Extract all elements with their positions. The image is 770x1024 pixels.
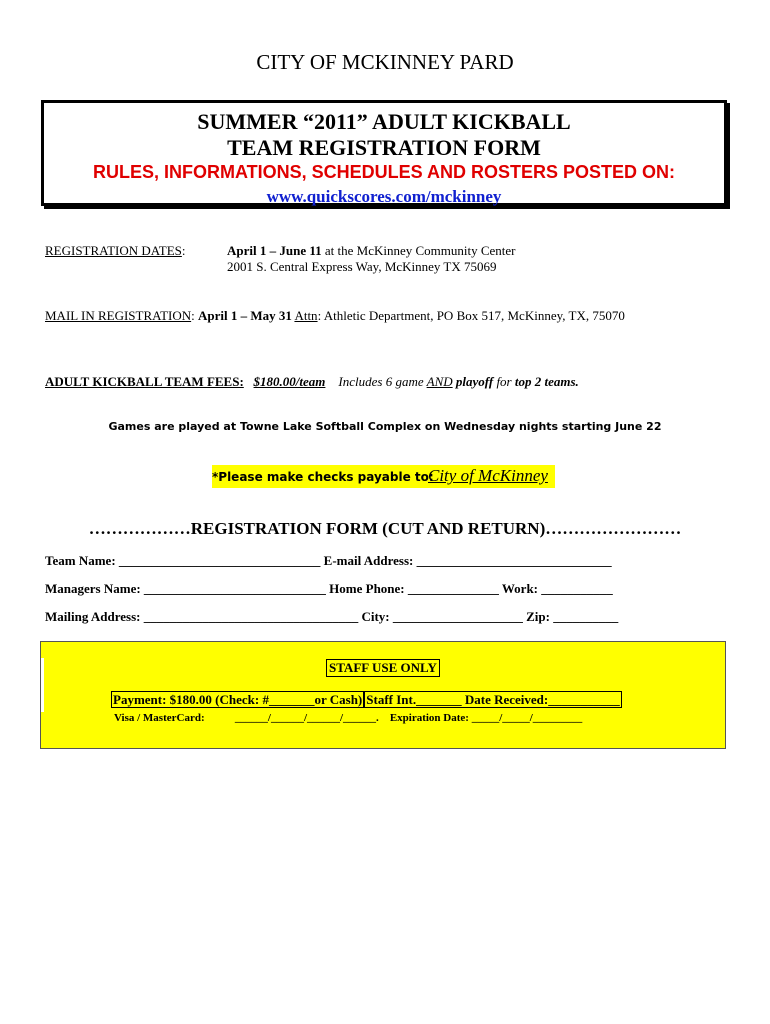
card-label: Visa / MasterCard:	[114, 712, 205, 724]
registration-label-colon: :	[181, 243, 186, 258]
staff-use-box	[40, 641, 726, 749]
payment-line	[111, 692, 622, 708]
registration-dates-value	[227, 243, 516, 259]
registration-form-title: ………………REGISTRATION FORM (CUT AND RETURN)……………………	[88, 519, 682, 538]
card-line	[114, 712, 582, 724]
fees-top-teams: top 2 teams.	[514, 374, 579, 389]
rules-notice: RULES, INFORMATIONS, SCHEDULES AND ROSTERS POSTED ON:	[92, 162, 676, 182]
mailing-address-line[interactable]: Mailing Address: _________________________________ City: ____________________ Zip: __________	[45, 609, 619, 624]
games-note: Games are played at Towne Lake Softball Complex on Wednesday nights starting June 22	[108, 420, 662, 433]
form-title-line2: TEAM REGISTRATION FORM	[227, 135, 541, 160]
fees-and: AND	[426, 374, 453, 389]
registration-address: 2001 S. Central Express Way, McKinney TX 75069	[227, 259, 497, 274]
registration-location: at the McKinney Community Center	[321, 243, 516, 258]
payee-name: City of McKinney	[428, 466, 548, 485]
fees-label: ADULT KICKBALL TEAM FEES:	[45, 374, 244, 389]
managers-name-line[interactable]: Managers Name: ____________________________ Home Phone: ______________ Work: ___________	[45, 581, 613, 596]
mail-label: MAIL IN REGISTRATION	[45, 308, 192, 323]
organization-title: CITY OF MCKINNEY PARD	[256, 50, 514, 74]
payment-field[interactable]: Payment: $180.00 (Check: #_______or Cash)	[113, 692, 363, 707]
team-name-line[interactable]: Team Name: _______________________________ E-mail Address: ______________________________	[45, 553, 612, 568]
team-fees-row	[45, 374, 579, 390]
header-box	[41, 100, 727, 206]
staff-initials-field[interactable]: Staff Int._______ Date Received:___________	[366, 692, 620, 707]
mail-dates: April 1 – May 31	[198, 308, 292, 323]
fees-includes: Includes 6 game	[338, 374, 427, 389]
fees-for: for	[493, 374, 515, 389]
website-link[interactable]: www.quickscores.com/mckinney	[266, 187, 502, 206]
expiration-field[interactable]: Expiration Date: _____/_____/_________	[389, 712, 583, 724]
card-number-field[interactable]: ______/______/______/______.	[234, 712, 379, 724]
fees-amount: $180.00/team	[253, 374, 326, 389]
mail-colon: :	[191, 308, 198, 323]
staff-use-title: STAFF USE ONLY	[326, 659, 440, 677]
checks-payable-text: *Please make checks payable to:	[212, 470, 434, 484]
checks-payable-box	[212, 465, 555, 488]
registration-label-text: REGISTRATION DATES	[45, 243, 182, 258]
mail-attn: Attn	[294, 308, 318, 323]
mail-registration-row	[45, 308, 625, 324]
registration-dates: April 1 – June 11	[227, 243, 322, 258]
fees-playoff: playoff	[452, 374, 494, 389]
mail-address: : Athletic Department, PO Box 517, McKinney, TX, 75070	[317, 308, 625, 323]
registration-dates-label	[45, 243, 186, 259]
form-title-line1: SUMMER “2011” ADULT KICKBALL	[197, 109, 571, 134]
staff-box-divider	[41, 658, 44, 712]
